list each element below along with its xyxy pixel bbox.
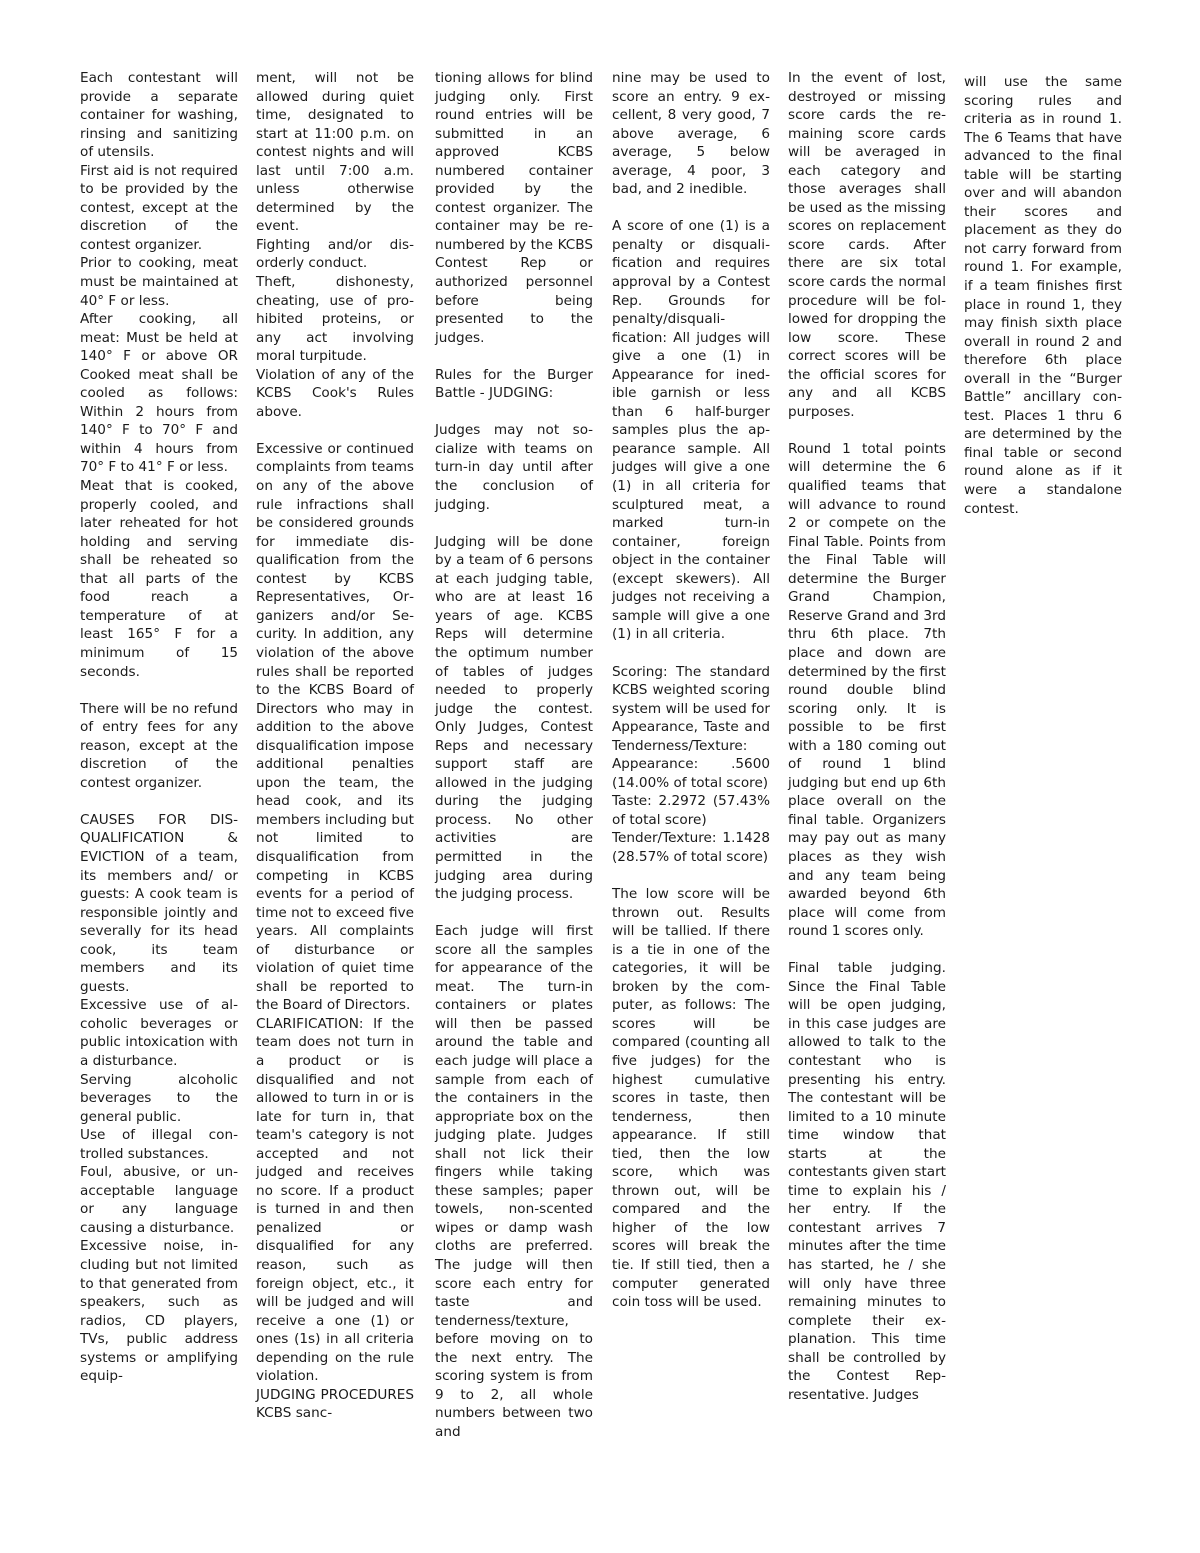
paragraph: Final table judging. Since the Final Table will be open judging, in this case judges are allowed to talk to the contestant who is presenting his entry. The contestant will be limited to a 10 minute time window that starts at the contestants given start time to explain his / her entry. If the contestant arrives 7 minutes after the time has started, he / she will only have three remaining minutes to complete their explanation. This time shall be controlled by the Contest Representative. Judges bbox=[788, 960, 946, 1403]
paragraph: Meat that is cooked, properly cooled, and later reheated for hot holding and serving shall be reheated so that all parts of the food reach a temperature of at least 165° F for a minimum of 15 seconds. bbox=[80, 478, 238, 680]
paragraph: After cooking, all meat: Must be held at 140° F or above OR Cooked meat shall be cooled as follows: Within 2 hours from 140° F to 70° F and within 4 hours from 70° F to 41° F or less. bbox=[80, 311, 238, 476]
paragraph: Prior to cooking, meat must be maintained at 40° F or less. bbox=[80, 255, 238, 309]
text-column-1 bbox=[80, 69, 238, 1386]
paragraph: Each judge will first score all the samples for appearance of the meat. The turn-in containers or plates will then be passed around the table and each judge will place a sample from each of the containers in the appropriate box on the judging plate. Judges shall not lick their fingers while taking these samples; paper towels, non-scented wipes or damp wash cloths are preferred. The judge will then score each entry for taste and tenderness/texture, before moving on to the next entry. The scoring system is from 9 to 2, all whole numbers between two and bbox=[435, 923, 593, 1440]
text-column-6 bbox=[964, 73, 1122, 518]
paragraph: In the event of lost, destroyed or missing score cards the remaining score cards will be averaged in each category and those averages shall be used as the missing scores on replacement score cards. After there are six total score cards the normal procedure will be followed for dropping the low score. These correct scores will be the official scores for any and all KCBS purposes. bbox=[788, 70, 946, 420]
paragraph: JUDGING PROCEDURES KCBS sanc- bbox=[256, 1386, 414, 1422]
paragraph: Excessive noise, including but not limited to that generated from speakers, such as radios, CD players, TVs, public address systems or amplifying equip- bbox=[80, 1238, 238, 1385]
paragraph: Fighting and/or disorderly conduct. bbox=[256, 236, 414, 272]
text-column-5 bbox=[788, 69, 946, 1404]
paragraph: Violation of any of the KCBS Cook's Rules above. bbox=[256, 366, 414, 420]
paragraph: Rules for the Burger Battle - JUDGING: bbox=[435, 366, 593, 402]
paragraph: CLARIFICATION: If the team does not turn in a product or is disqualified and not allowed to turn in or is late for turn in, that team's category is not accepted and not judged and receives no score. If a product is turned in and then penalized or disqualified for any reason, such as foreign object, etc., it will be judged and will receive a one (1) or ones (1s) in all criteria depending on the rule violation. bbox=[256, 1015, 414, 1385]
paragraph: Excessive use of alcoholic beverages or public intoxication with a disturbance. bbox=[80, 997, 238, 1069]
paragraph: will use the same scoring rules and criteria as in round 1. The 6 Teams that have advanced to the final table will be starting over and will abandon their scores and placement as they do not carry forward from round 1. For example, if a team finishes first place in round 1, they may finish sixth place overall in round 2 and therefore 6th place overall in the “Burger Battle” ancillary contest. Places 1 thru 6 are determined by the final table or second round alone as if it were a standalone contest. bbox=[964, 74, 1122, 517]
paragraph: A score of one (1) is a penalty or disqualification and requires approval by a Contest Rep. Grounds for penalty/disqualification: All judges will give a one (1) in Appearance for inedible garnish or less than 6 half-burger samples plus the appearance sample. All judges will give a one (1) in all criteria for sculptured meat, a marked turn-in container, foreign object in the container (except skewers). All judges not receiving a sample will give a one (1) in all criteria. bbox=[612, 218, 770, 643]
paragraph: Judges may not socialize with teams on turn-in day until after the conclusion of judging. bbox=[435, 422, 593, 513]
paragraph: Judging will be done by a team of 6 persons at each judging table, who are at least 16 years of age. KCBS Reps will determine the optimum number of tables of judges needed to properly judge the contest. Only Judges, Contest Reps and necessary support staff are allowed in the judging during the judging process. No other activities are permitted in the judging area during the judging process. bbox=[435, 533, 593, 903]
paragraph: The low score will be thrown out. Results will be tallied. If there is a tie in one of the categories, it will be broken by the computer, as follows: The scores will be compared (counting all five judges) for the highest cumulative scores in taste, then tenderness, then appearance. If still tied, then the low score, which was thrown out, will be compared and the higher of the low scores will break the tie. If still tied, then a computer generated coin toss will be used. bbox=[612, 886, 770, 1311]
paragraph: Use of illegal controlled substances. bbox=[80, 1127, 238, 1162]
paragraph: Scoring: The standard KCBS weighted scoring system will be used for Appearance, Taste and Tenderness/Texture: bbox=[612, 663, 770, 754]
paragraph: Appearance: .5600 (14.00% of total score) bbox=[612, 756, 770, 791]
paragraph: Foul, abusive, or unacceptable language or any language causing a disturbance. bbox=[80, 1164, 238, 1236]
paragraph: Tender/Texture: 1.1428 (28.57% of total score) bbox=[612, 830, 770, 865]
paragraph: CAUSES FOR DISQUALIFICATION & EVICTION of a team, its members and/ or guests: A cook team is responsible jointly and severally for its head cook, its team members and its guests. bbox=[80, 811, 238, 995]
paragraph: Taste: 2.2972 (57.43% of total score) bbox=[612, 793, 770, 828]
paragraph: nine may be used to score an entry. 9 excellent, 8 very good, 7 above average, 6 average, 5 below average, 4 poor, 3 bad, and 2 inedible. bbox=[612, 70, 770, 198]
paragraph: tioning allows for blind judging only. First round entries will be submitted in an approved KCBS numbered container provided by the contest organizer. The container may be re-numbered by the KCBS Contest Rep or authorized personnel before being presented to the judges. bbox=[435, 70, 593, 346]
paragraph: Round 1 total points will determine the 6 qualified teams that will advance to round 2 or compete on the Final Table. Points from the Final Table will determine the Burger Grand Champion, Reserve Grand and 3rd thru 6th place. 7th place and down are determined by the first round double blind scoring only. It is possible to be first with a 180 coming out of round 1 blind judging but end up 6th place overall on the final table. Organizers may pay out as many places as they wish and any team being awarded beyond 6th place will come from round 1 scores only. bbox=[788, 440, 946, 940]
text-column-3 bbox=[435, 69, 593, 1441]
text-column-2 bbox=[256, 69, 414, 1423]
text-column-4 bbox=[612, 69, 770, 1312]
paragraph: Excessive or continued complaints from teams on any of the above rule infractions shall be considered grounds for immediate disqualification from the contest by KCBS Representatives, Organizers and/or Security. In addition, any violation of the above rules shall be reported to the KCBS Board of Directors who may in addition to the above disqualification impose additional penalties upon the team, the head cook, and its members including but not limited to disqualification from competing in KCBS events for a period of time not to exceed five years. All complaints of disturbance or violation of quiet time shall be reported to the Board of Directors. bbox=[256, 440, 414, 1014]
paragraph: There will be no refund of entry fees for any reason, except at the discretion of the contest organizer. bbox=[80, 700, 238, 791]
paragraph: First aid is not required to be provided by the contest, except at the discretion of the contest organizer. bbox=[80, 162, 238, 253]
paragraph: Theft, dishonesty, cheating, use of prohibited proteins, or any act involving moral turpitude. bbox=[256, 274, 414, 365]
paragraph: ment, will not be allowed during quiet time, designated to start at 11:00 p.m. on contest nights and will last until 7:00 a.m. unless otherwise determined by the event. bbox=[256, 70, 414, 235]
paragraph: Serving alcoholic beverages to the general public. bbox=[80, 1071, 238, 1125]
paragraph: Each contestant will provide a separate container for washing, rinsing and sanitizing of utensils. bbox=[80, 70, 238, 161]
